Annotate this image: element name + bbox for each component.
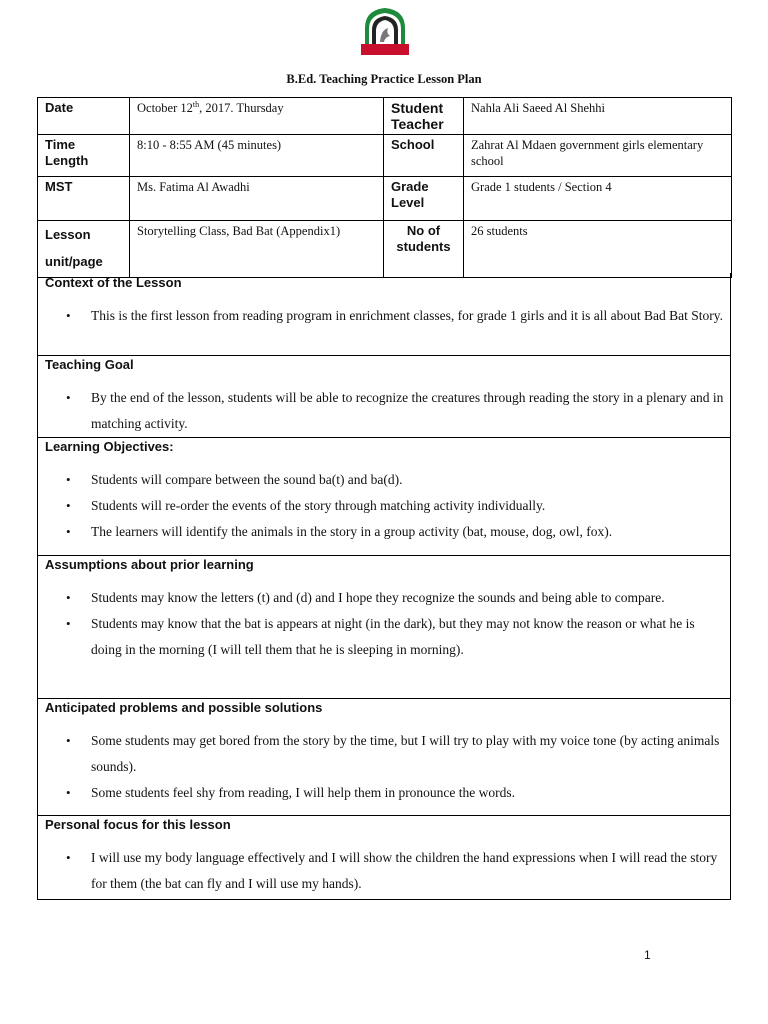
list-item: • Some students feel shy from reading, I will help them in pronounce the words. (38, 780, 730, 806)
section-heading: Context of the Lesson (45, 275, 182, 290)
university-logo-icon (359, 6, 411, 58)
time-length-label: Time Length (38, 135, 130, 177)
page-number: 1 (644, 948, 651, 962)
mst-value: Ms. Fatima Al Awadhi (130, 177, 384, 221)
no-of-students-value: 26 students (464, 221, 732, 278)
list-item: • Students will re-order the events of the story through matching activity individually. (38, 493, 730, 519)
date-value: October 12th, 2017. Thursday (130, 98, 384, 135)
lesson-unit-label: Lesson unit/page (38, 221, 130, 278)
section-heading: Teaching Goal (45, 357, 134, 372)
no-of-students-label: No of students (384, 221, 464, 278)
learning-objectives-section (37, 437, 731, 556)
grade-level-label: Grade Level (384, 177, 464, 221)
section-heading: Learning Objectives: (45, 439, 174, 454)
list-item: • Students will compare between the sound ba(t) and ba(d). (38, 467, 730, 493)
context-section (37, 273, 731, 356)
date-label: Date (38, 98, 130, 135)
list-item: • Students may know that the bat is appears at night (in the dark), but they may not know the reason or what he is doing in the morning (I will tell them that he is sleeping in morning). (38, 611, 730, 663)
teaching-goal-section (37, 355, 731, 438)
lesson-unit-value: Storytelling Class, Bad Bat (Appendix1) (130, 221, 384, 278)
list-item: • The learners will identify the animals in the story in a group activity (bat, mouse, dog, owl, fox). (38, 519, 730, 545)
list-item: • Some students may get bored from the story by the time, but I will try to play with my voice tone (by acting animals sounds). (38, 728, 730, 780)
section-heading: Assumptions about prior learning (45, 557, 254, 572)
school-label: School (384, 135, 464, 177)
grade-level-value: Grade 1 students / Section 4 (464, 177, 732, 221)
list-item: • I will use my body language effectively and I will show the children the hand expressions when I will read the story for them (the bat can fly and I will use my hands). (38, 845, 730, 897)
list-item: • By the end of the lesson, students will be able to recognize the creatures through reading the story in a plenary and in matching activity. (38, 385, 730, 437)
document-title: B.Ed. Teaching Practice Lesson Plan (286, 72, 482, 86)
list-item: • Students may know the letters (t) and (d) and I hope they recognize the sounds and being able to compare. (38, 585, 730, 611)
assumptions-section (37, 555, 731, 699)
personal-focus-section (37, 815, 731, 900)
anticipated-problems-section (37, 698, 731, 816)
time-length-value: 8:10 - 8:55 AM (45 minutes) (130, 135, 384, 177)
mst-label: MST (38, 177, 130, 221)
list-item: • This is the first lesson from reading program in enrichment classes, for grade 1 girls and it is all about Bad Bat Story. (38, 303, 730, 329)
lesson-info-table (37, 97, 732, 278)
student-teacher-label: Student Teacher (384, 98, 464, 135)
student-teacher-value: Nahla Ali Saeed Al Shehhi (464, 98, 732, 135)
section-heading: Personal focus for this lesson (45, 817, 231, 832)
school-value: Zahrat Al Mdaen government girls elementary school (464, 135, 732, 177)
section-heading: Anticipated problems and possible solutions (45, 700, 323, 715)
